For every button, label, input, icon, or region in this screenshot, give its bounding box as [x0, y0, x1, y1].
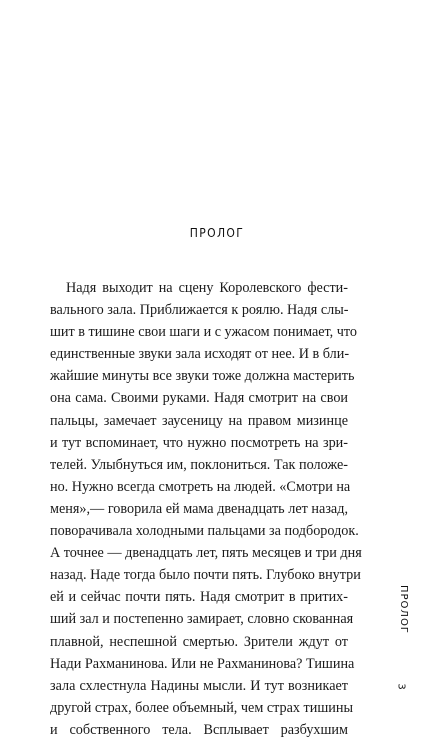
text-line: Надя выходит на сцену Королевского фести- [66, 280, 348, 296]
text-line: ей и сейчас почти пять. Надя смотрит в притих- [50, 589, 348, 606]
text-line: но. Нужно всегда смотреть на людей. «Смотри на [50, 478, 351, 495]
text-line: единственные звуки зала исходят от нее. И в бли- [50, 346, 350, 363]
text-line: вального зала. Приближается к роялю. Надя слы- [50, 302, 349, 319]
text-line: телей. Улыбнуться им, поклониться. Так положе- [50, 456, 348, 473]
body-text [50, 277, 362, 741]
chapter-title: ПРОЛОГ [189, 226, 245, 240]
running-head-title: ПРОЛОГ [398, 585, 409, 634]
page-number: 3 [395, 683, 407, 690]
text-line: ший зал и постепенно замирает, словно скованная [50, 611, 354, 628]
text-line: шит в тишине свои шаги и с ужасом понимает, что [50, 324, 358, 341]
text-line: жайшие минуты все звуки тоже должна мастерить [50, 368, 355, 385]
text-line: зала схлестнула Надины мысли. И тут возникает [50, 677, 348, 694]
text-line: она сама. Своими руками. Надя смотрит на свои [50, 390, 348, 407]
text-line: пальцы, замечает заусеницу на правом мизинце [50, 412, 348, 429]
text-line: и тут вспоминает, что нужно посмотреть на зри- [50, 434, 348, 451]
text-line: поворачивала холодными пальцами за подбородок. [50, 523, 359, 540]
text-line: Нади Рахманинова. Или не Рахманинова? Тишина [50, 655, 355, 672]
text-line: меня»,— говорила ей мама двенадцать лет назад, [50, 500, 348, 517]
text-line: другой страх, более объемный, чем страх тишины [50, 699, 353, 716]
text-line: и собственного тела. Всплывает разбухшим [50, 721, 348, 738]
running-head [393, 585, 413, 705]
text-line: плавной, неспешной смертью. Зрители ждут от [50, 633, 348, 650]
text-line: назад. Наде тогда было почти пять. Глубоко внутри [50, 567, 361, 584]
text-line: А точнее — двенадцать лет, пять месяцев и три дня [50, 545, 362, 562]
